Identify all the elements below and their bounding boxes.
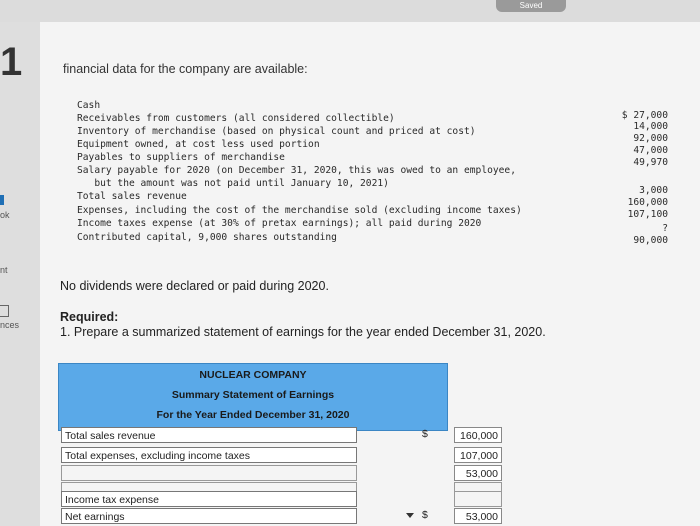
required-heading: Required:	[60, 310, 119, 324]
sidebar-item-nt[interactable]: nt	[0, 265, 8, 275]
item-label: Salary payable for 2020 (on December 31, 2020, this was owed to an employee,	[77, 165, 516, 176]
item-label: Inventory of merchandise (based on physical count and priced at cost)	[77, 126, 476, 137]
sidebar-active-marker	[0, 195, 4, 205]
row-value-input[interactable]: 160,000	[454, 427, 502, 443]
statement-row	[58, 445, 498, 465]
currency-symbol: $	[422, 428, 428, 440]
dividends-note: No dividends were declared or paid during 2020.	[60, 279, 329, 293]
item-amount: 3,000	[639, 185, 668, 196]
item-label: Equipment owned, at cost less used portion	[77, 139, 320, 150]
statement-header	[58, 363, 448, 431]
top-bar	[0, 0, 700, 22]
item-amount: 49,970	[633, 157, 668, 168]
currency-symbol: $	[422, 509, 428, 521]
item-label: Receivables from customers (all considered collectible)	[77, 113, 395, 124]
item-label: but the amount was not paid until January 10, 2021)	[77, 178, 389, 189]
required-task: 1. Prepare a summarized statement of earnings for the year ended December 31, 2020.	[60, 325, 546, 339]
item-amount: 47,000	[633, 145, 668, 156]
question-number: 1	[0, 40, 23, 84]
item-amount: $ 27,000	[621, 110, 668, 121]
statement-row	[58, 506, 498, 526]
item-label: Income taxes expense (at 30% of pretax earnings); all paid during 2020	[77, 218, 482, 229]
item-label: Payables to suppliers of merchandise	[77, 152, 285, 163]
dropdown-arrow-icon[interactable]	[406, 513, 414, 518]
row-value-input[interactable]	[454, 491, 502, 507]
row-label-input[interactable]: Total expenses, excluding income taxes	[61, 447, 357, 463]
saved-status-badge: Saved	[496, 0, 566, 12]
statement-row	[58, 425, 498, 445]
item-amount: 107,100	[627, 209, 668, 220]
row-value-input[interactable]: 53,000	[454, 465, 502, 481]
sidebar-item-ok[interactable]: ok	[0, 210, 10, 220]
sidebar-bracket-icon	[0, 305, 9, 317]
item-label: Expenses, including the cost of the merchandise sold (excluding income taxes)	[77, 205, 522, 216]
row-label-select[interactable]: Net earnings	[61, 508, 357, 524]
item-amount: ?	[662, 223, 668, 234]
statement-company: NUCLEAR COMPANY	[199, 369, 307, 381]
item-amount: 92,000	[633, 133, 668, 144]
intro-text: financial data for the company are available:	[63, 62, 308, 76]
item-label: Contributed capital, 9,000 shares outstanding	[77, 232, 337, 243]
item-label: Total sales revenue	[77, 191, 187, 202]
row-value-input[interactable]: 107,000	[454, 447, 502, 463]
item-label: Cash	[77, 100, 101, 111]
row-label-input[interactable]: Total sales revenue	[61, 427, 357, 443]
item-amount: 14,000	[633, 121, 668, 132]
row-label-input[interactable]: Income tax expense	[61, 491, 357, 507]
row-value-input[interactable]: 53,000	[454, 508, 502, 524]
item-amount: 160,000	[627, 197, 668, 208]
statement-title: Summary Statement of Earnings	[171, 389, 335, 401]
row-label-input[interactable]	[61, 465, 357, 481]
sidebar-item-nces[interactable]: nces	[0, 320, 20, 330]
item-amount: 90,000	[633, 235, 668, 246]
statement-period: For the Year Ended December 31, 2020	[156, 409, 350, 421]
